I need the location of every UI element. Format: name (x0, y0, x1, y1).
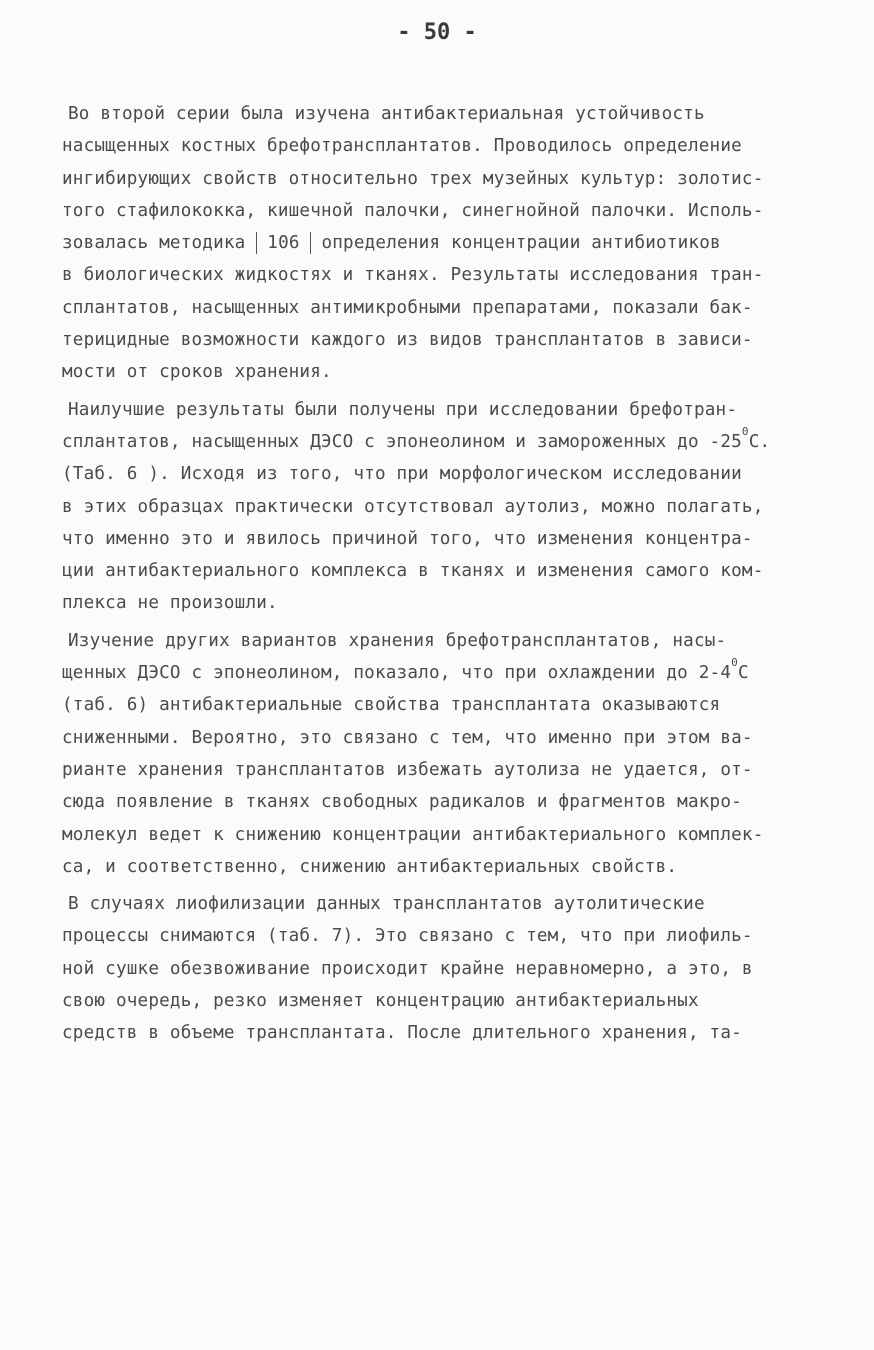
text-line (62, 657, 852, 689)
text-line: насыщенных костных брефотрансплантатов. Проводилось определение (62, 136, 742, 157)
degree-superscript: 0 (741, 425, 749, 438)
reference-citation: 106 (256, 232, 310, 254)
text-line: в биологических жидкостях и тканях. Результаты исследования тран- (62, 265, 764, 286)
text-fragment: С (737, 663, 749, 684)
text-line: процессы снимаются (таб. 7). Это связано с тем, что при лиофиль- (62, 926, 753, 947)
text-line (62, 227, 852, 259)
text-line: ной сушке обезвоживание происходит крайне неравномерно, а это, в (62, 958, 753, 979)
text-line: что именно это и явилось причиной того, что изменения концентра- (62, 528, 753, 549)
text-fragment: щенных ДЭСО с эпонеолином, показало, что при охлаждении до 2-4 (62, 663, 732, 684)
text-line: Во второй серии была изучена антибактериальная устойчивость (68, 104, 705, 124)
document-body (62, 98, 852, 1050)
text-line (62, 426, 852, 458)
text-line: средств в объеме трансплантата. После длительного хранения, та- (62, 1023, 742, 1044)
text-line: ингибирующих свойств относительно трех музейных культур: золотис- (62, 168, 764, 189)
text-line: рианте хранения трансплантатов избежать аутолиза не удается, от- (62, 759, 753, 780)
text-line: сплантатов, насыщенных антимикробными препаратами, показали бак- (62, 297, 753, 318)
paragraph-4 (62, 888, 852, 1049)
paragraph-2 (62, 394, 852, 620)
text-line: Изучение других вариантов хранения брефотрансплантатов, насы- (68, 630, 727, 651)
text-fragment: С. (748, 431, 771, 452)
text-line: мости от сроков хранения. (62, 362, 332, 383)
text-line: (Таб. 6 ). Исходя из того, что при морфологическом исследовании (62, 464, 742, 485)
text-line: В случаях лиофилизации данных трансплантатов аутолитические (68, 894, 705, 915)
text-line: са, и соответственно, снижению антибактериальных свойств. (62, 856, 678, 877)
text-line: свою очередь, резко изменяет концентрацию антибактериальных (62, 991, 699, 1012)
page-number: - 50 - (397, 20, 477, 45)
text-fragment: зовалась методика (62, 233, 246, 254)
paragraph-1 (62, 98, 852, 389)
text-line: сюда появление в тканях свободных радикалов и фрагментов макро- (62, 792, 742, 813)
text-line: сниженными. Вероятно, это связано с тем, что именно при этом ва- (62, 727, 753, 748)
text-line: плекса не произошли. (62, 593, 278, 614)
text-fragment: определения концентрации антибиотиков (321, 233, 721, 254)
text-line: ции антибактериального комплекса в тканях и изменения самого ком- (62, 561, 764, 582)
text-fragment: сплантатов, насыщенных ДЭСО с эпонеолином и замороженных до -25 (62, 431, 742, 452)
paragraph-3 (62, 625, 852, 883)
text-line: Наилучшие результаты были получены при исследовании брефотран- (68, 399, 738, 420)
text-line: в этих образцах практически отсутствовал аутолиз, можно полагать, (62, 496, 764, 517)
text-line: терицидные возможности каждого из видов трансплантатов в зависи- (62, 330, 753, 351)
text-line: молекул ведет к снижению концентрации антибактериального комплек- (62, 824, 764, 845)
text-line: того стафилококка, кишечной палочки, синегнойной палочки. Исполь- (62, 200, 764, 221)
text-line: (таб. 6) антибактериальные свойства трансплантата оказываются (62, 695, 721, 716)
degree-superscript: 0 (731, 657, 738, 670)
